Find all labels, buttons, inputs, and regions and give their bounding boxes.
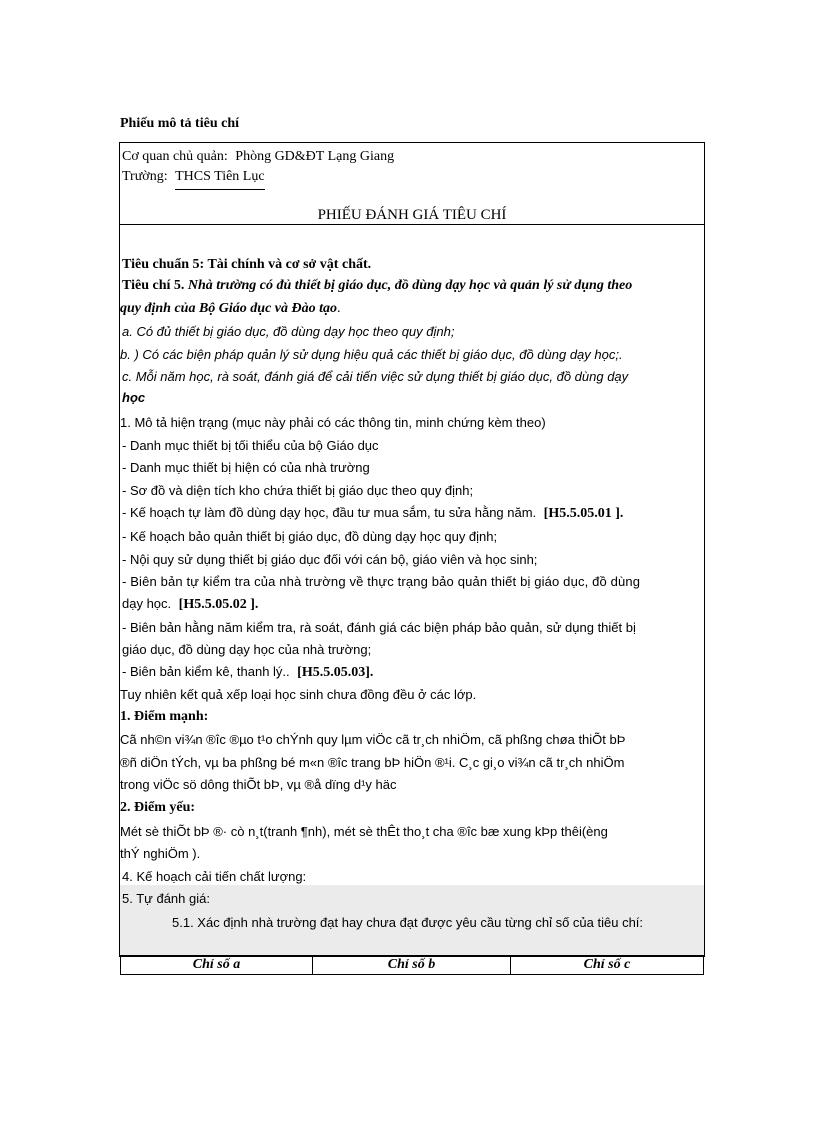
indicator-header-b: Chỉ số b <box>313 956 511 974</box>
criterion-text-1: Nhà trường có đủ thiết bị giáo dục, đồ dùng dạy học và quản lý sử dụng theo <box>187 278 633 293</box>
criterion-line-2 <box>120 299 341 319</box>
form-title: PHIẾU ĐÁNH GIÁ TIÊU CHÍ <box>317 207 507 223</box>
section1-item-1: - Danh mục thiết bị tối thiểu của bộ Giáo dục <box>122 438 379 453</box>
requirement-a: a. Có đủ thiết bị giáo dục, đồ dùng dạy học theo quy định; <box>122 324 455 339</box>
standard-title: Tiêu chuẩn 5: Tài chính và cơ sở vật chất. <box>122 257 372 272</box>
school-value: THCS Tiên Lục <box>175 169 264 190</box>
evidence-code-1: [H5.5.05.01 ]. <box>543 506 624 521</box>
strengths-line-3: trong viÖc sö dông thiÕt bÞ, vµ ®å dïng d¹y häc <box>120 777 397 792</box>
requirement-c-2: học <box>122 390 146 405</box>
weaknesses-title: 2. Điểm yếu: <box>120 800 196 815</box>
strengths-line-2: ®ñ diÖn tÝch, vµ ba phßng bé m«n ®îc trang bÞ hiÖn ®¹i. C¸c gi¸o vi¾n cã tr¸ch nhiÖm <box>120 755 625 770</box>
weaknesses-line-1: Mét sè thiÕt bÞ ®· cò n¸t(tranh ¶nh), mét sè thÊt tho¸t cha ®îc bæ xung kÞp thêi(èng <box>120 824 608 839</box>
agency-label: Cơ quan chủ quản: <box>122 149 228 164</box>
section1-item-7-line-1: - Biên bản tự kiểm tra của nhà trường về thực trạng bảo quản thiết bị giáo dục, đồ dùng <box>122 574 641 589</box>
header-box <box>119 142 705 224</box>
weaknesses-line-2: thÝ nghiÖm ). <box>120 846 201 861</box>
criterion-text-2: quy định của Bộ Giáo dục và Đào tạo <box>120 301 338 316</box>
strengths-line-1: Cã nh©n vi¾n ®îc ®µo t¹o chÝnh quy lµm viÖc cã tr¸ch nhiÖm, cã phßng chøa thiÕt bÞ <box>120 732 626 747</box>
requirement-c-1: c. Mỗi năm học, rà soát, đánh giá để cải tiến việc sử dụng thiết bị giáo dục, đồ dùng dạy <box>122 369 629 384</box>
section5-sub: 5.1. Xác định nhà trường đạt hay chưa đạt được yêu cầu từng chỉ số của tiêu chí: <box>172 915 644 930</box>
document-heading: Phiếu mô tả tiêu chí <box>120 116 239 131</box>
section1-item-8-line-2: giáo dục, đồ dùng dạy học của nhà trường; <box>122 642 372 657</box>
section1-note: Tuy nhiên kết quả xếp loại học sinh chưa đồng đều ở các lớp. <box>120 687 477 702</box>
strengths-title: 1. Điểm mạnh: <box>120 709 209 724</box>
requirement-b: b. ) Có các biện pháp quản lý sử dụng hiệu quả các thiết bị giáo dục, đồ dùng dạy học;. <box>120 347 623 362</box>
section1-item-3: - Sơ đồ và diện tích kho chứa thiết bị giáo dục theo quy định; <box>122 483 474 498</box>
school-line <box>122 167 265 187</box>
evidence-code-3: [H5.5.05.03]. <box>297 665 374 680</box>
section1-item-6: - Nội quy sử dụng thiết bị giáo dục đối với cán bộ, giáo viên và học sinh; <box>122 552 538 567</box>
section1-item-9-text: - Biên bản kiểm kê, thanh lý.. <box>122 664 290 679</box>
section4-title: 4. Kế hoạch cải tiến chất lượng: <box>122 869 307 884</box>
criterion-line-1 <box>122 276 632 296</box>
section1-item-4-text: - Kế hoạch tự làm đồ dùng dạy học, đầu tư mua sắm, tu sửa hằng năm. <box>122 505 537 520</box>
evidence-code-2: [H5.5.05.02 ]. <box>178 597 259 612</box>
section1-item-2: - Danh mục thiết bị hiện có của nhà trường <box>122 460 370 475</box>
indicator-header-a: Chỉ số a <box>121 956 313 974</box>
section1-item-8-line-1: - Biên bản hằng năm kiểm tra, rà soát, đánh giá các biện pháp bảo quản, sử dụng thiết bị <box>122 620 636 635</box>
section1-item-4 <box>122 503 623 524</box>
criterion-prefix: Tiêu chí 5. <box>122 278 185 293</box>
indicator-table <box>120 955 704 975</box>
indicator-header-c: Chỉ số c <box>583 957 631 972</box>
content-box <box>119 224 705 957</box>
school-label: Trường: <box>122 169 168 184</box>
section5-title: 5. Tự đánh giá: <box>122 891 210 906</box>
section1-item-7-line-2 <box>122 594 258 615</box>
agency-line <box>122 147 394 167</box>
agency-value: Phòng GD&ĐT Lạng Giang <box>235 149 395 164</box>
criterion-end: . <box>337 301 341 316</box>
section1-item-9 <box>122 662 373 683</box>
section1-item-7-text-2: dạy học. <box>122 596 172 611</box>
section1-title: 1. Mô tả hiện trạng (mục này phải có các thông tin, minh chứng kèm theo) <box>120 415 546 430</box>
section1-item-5: - Kế hoạch bảo quản thiết bị giáo dục, đồ dùng dạy học quy định; <box>122 529 498 544</box>
